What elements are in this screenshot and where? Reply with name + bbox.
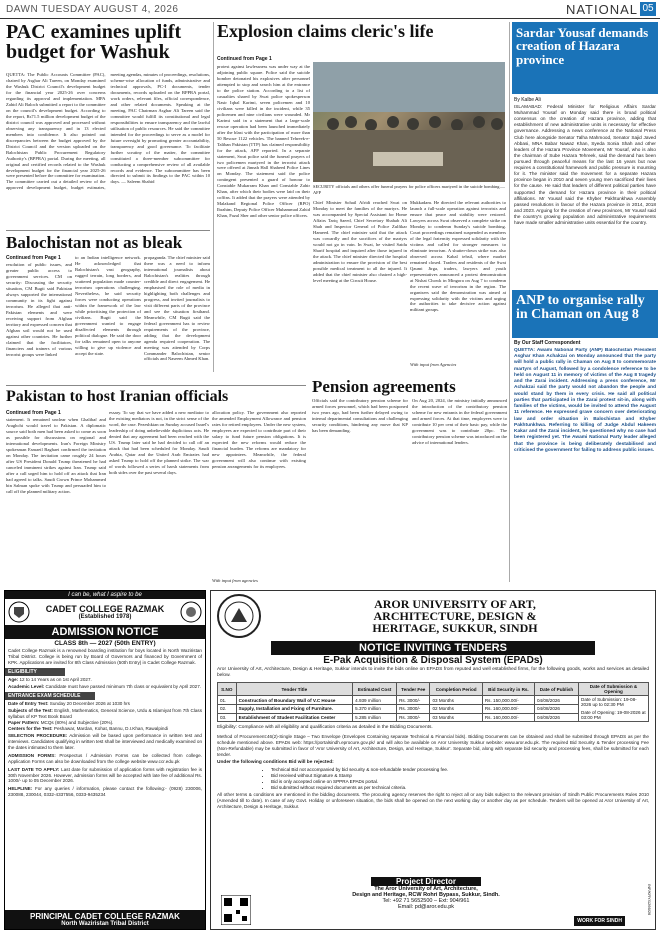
continued-label: Continued from Page 1 — [6, 255, 61, 261]
table-cell-fee: Rs. 3000/- — [397, 705, 430, 714]
pension-col1: Officials said the contributory pension scheme for armed forces personnel, which had been postponed two years ago, had been further delayed owing to internal departmental consultations and challenging security conditions, hindering any move that KP has been demanding. — [312, 398, 408, 433]
continued-label: Continued from Page 1 — [217, 56, 272, 62]
rejection-heading: Under the following conditions Bid will be rejected: — [217, 759, 334, 765]
pakistan-credit: With input from agencies — [212, 578, 258, 583]
section-rule — [6, 385, 306, 386]
aror-name-line3: HERITAGE, SUKKUR, SINDH — [372, 621, 538, 636]
table-cell-fee: Rs. 3000/- — [397, 713, 430, 722]
age-value: 12 to 14 Years as on 1st April 2027. — [19, 676, 92, 682]
tender-table-header — [218, 683, 649, 696]
cadet-name: CADET COLLEGE RAZMAK — [45, 604, 165, 614]
table-cell-title: Establishment of Student Facilitation Center — [236, 713, 353, 722]
cadet-tagline: I can be, what I aspire to be — [5, 591, 205, 599]
principal-district: North Waziristan Tribal District — [61, 921, 149, 927]
aror-tender-ad — [210, 590, 656, 930]
pakistan-col3: allocation policy. The government also reported the amended Employment Allowance and pension rates for retired employees. Under the new system, employees are expected to contribute part of their salary to fund future pension obligations. It is expected the new reforms would reduce the financial burden. The reforms are mandatory for new appointees. Meanwhile, the federal government will also continue with existing pension arrangements for its employees. — [212, 410, 306, 469]
principal-title: PRINCIPAL CADET COLLEGE RAZMAK — [30, 912, 180, 921]
forms-label: ADMISSION FORMS: — [8, 752, 56, 758]
submission-date: Date of Submission: 19-08-2026 up to 02:30 PM — [581, 697, 637, 708]
sardar-body: ISLAMABAD: Federal Minister for Religious Affairs Sardar Muhammad Yousaf on Monday said there is broad political consensus on the creation of Hazara province, adding that establishment of new administrative units is necessary for effective governance. Addressing a news conference at the National Press Club here alongside Senator Talha Mahmood, Senator Sajid Javed Abbasi, MNA Babar Nawaz Khan, Syeda Sonia Shah and other leaders of the Hazara Province Movement, Mr Yousaf, who is also the chairman of Sube Hazara Tehreek, said the demand has been pursued through peaceful means for the last 16 years but now requires a constitutional framework and public pressure is mounting for it. The minister said the movement for a separate Hazara province began in 2010 and seven young men sacrificed their lives for the cause. He said that leaders of different political parties have supported the demand for Hazara province in their political affiliations. Mr Yousaf said the Khyber Pakhtunkhwa Assembly passed resolutions in favour of the Hazara province in 2014, 2018 and 2023. Arguing for the creation of new provinces, Mr Yousaf said the country's growing population and administrative requirements have made smaller administrative units essential for the country. — [514, 104, 656, 226]
rejection-condition: • Technical Bid not accompanied by bid security & non-refundable tender processing fee. — [271, 767, 655, 773]
explosion-col2: Chief Minister Sohail Afridi reached Swat on Monday to meet the families of the martyrs. He was accompanied by Special Assistant for Home Affairs Tariq Saeed, Chief Secretary Shahab Ali Shah and Inspector General of Police Zulfikar Hameed. The chief minister said that the attack was cowardly and the sacrifices of the martyrs would not go in vain. In Swat, he visited Saidu Sharif hospital and inquired after those injured in the attack. The chief minister directed the hospital administration to ensure the provision of the best possible medical treatment to all the injured. It added that the chief minister also chaired a high-level meeting at the Circuit House. — [313, 200, 407, 283]
table-cell-publish: 04/08/2026 — [535, 713, 579, 722]
qr-code-icon — [221, 895, 251, 925]
eligibility-heading: ELIGIBILITY — [5, 668, 65, 676]
funeral-photo-image — [313, 62, 505, 182]
tender-intro: Aror University of Art, Architecture, Design & Heritage, Sukkur intends to invite the bids online on EPADS from reputed and well established firms, for the following goods, works and services as detailed below. — [217, 667, 649, 679]
explosion-col1: protest against lawlessness was under way at the adjoining public square. Police said the suicide bomber detonated his explosives after personnel attempted to stop and search him at the entrance to the police station. According to a list of casualties shared by Swat police spokesperson Nasir Iqbal Karimi, seven policemen and 10 civilians were killed in the incident, while 35 policemen and nine civilians were wounded. Mr Karimi said in a statement that a large-scale rescue operation had been launched immediately after the blast with the participation of more than 50 Rescue 1122 vehicles. The banned Tehreek-e-Taliban Pakistan (TTP) has claimed responsibility for the attack, AFP reported. In a separate statement, Swat police said the funeral prayers of two policemen martyred in the terrorist attack were offered at Jinnah Hall Shaheed Police Lines on Monday. The statement said the police contingent presented a guard of honour to Constable Mukarram Khan and Constable Zahir Khan, after which their bodies were laid on their coffins. It added that the prayers were attended by Malakand Regional Police Officer (RPO) Ibrahim, Deputy Police Officer Muhammad Zahid Khan, Fazal Sher and other senior police officers. — [217, 64, 310, 219]
table-cell-publish: 04/08/2026 — [535, 696, 579, 705]
last-date-value: Last date for submission of application forms with registration fee is 30th November 2026. However, admission forms will be accepted with late fee of additional Rs. 1000/- up to 05 December 2026. — [8, 766, 202, 784]
eligibility-note: Eligibility: Compliance with all eligibility and qualification criteria as detailed in the Bidding Documents. — [217, 725, 433, 731]
table-cell-security: Rs. 160,000.00/- — [482, 705, 534, 714]
admission-notice-title: ADMISSION NOTICE — [5, 625, 205, 639]
tender-notice-title: NOTICE INVITING TENDERS — [271, 641, 595, 655]
section-rule — [6, 230, 210, 231]
table-cell-cost: 4.939 million — [353, 696, 397, 705]
anp-byline: By Our Staff Correspondent — [514, 340, 581, 346]
age-label: Age: — [8, 676, 19, 682]
pd-email: Email: pd@aror.edu.pk — [397, 904, 455, 910]
table-cell-no: 03. — [218, 713, 237, 722]
explosion-col3: Mukkadam. He directed the relevant authorities to launch a full-scale operation against terrorists and ensure that peace and stability were restored. Lawyers across Swat observed a complete strike on Monday to condemn Sunday's suicide bombing. Court proceedings remained suspended as members of the legal fraternity expressed solidarity with the victims and called for stronger measures to eliminate terrorism. A shutter-down strike was also observed across Kabal tehsil, where market remained closed. Traders and residents of the Swat Qaumi Jirga, traders, lawyers and youth representatives announced a protest demonstration at Nishat Chowk in Mingora on Aug 7 to condemn the recent wave of terrorism in the region. The organisers said the demonstration was aimed at expressing solidarity with the victims and urging the authorities to take decisive action against militant groups. — [410, 200, 506, 313]
procurement-method: Method of Procurement:46(2)-Single Stage – Two Envelope (Envelopes Containing separate Technical & Financial bids). Bidding Documents can be obtained and shall be submitted through EPADS as per the schedule mentioned above. EPADs web: https://portalsindh.eprocure.gov.pk/ and will also be available on Aror University Sukkur website: www.aror.edu.pk. The required Bid Security & Tender processing Fee (Non-Refundable) may be submitted in favor of 'Aror University of Art, Architecture, Design, and Heritage, Sukkur'. Separate bid, along with separate bid security and processing fees, shall be submitted for each tender. — [217, 733, 649, 757]
academic-value: Candidate must have passed minimum 7th class or equivalent by April 2027. — [45, 683, 202, 689]
table-cell-cost: 5.370 million — [353, 705, 397, 714]
aror-name-line1: AROR UNIVERSITY OF ART, — [374, 596, 536, 611]
date-value: Sunday 20 December 2026 at 1030 hrs — [49, 700, 130, 706]
project-director-title: Project Director — [371, 877, 481, 886]
explosion-headline: Explosion claims cleric's life — [217, 21, 434, 41]
selection-value: Admission will be based upon performance in written test and interviews. Candidates qualifying in written test shall be interviewed and medically examined on the dates intimated to them later. — [8, 732, 202, 750]
pension-headline: Pension agreements — [312, 377, 456, 396]
exam-schedule-heading: ENTRANCE EXAM SCHEDULE — [5, 692, 95, 700]
table-header-cell: Tender Fee — [397, 683, 430, 696]
pac-body: QUETTA: The Public Accounts Committee (PAC), chaired by Asghar Ali Tareen, on Monday examined the Washuk District Council's development budget for the financial year 2025-26 over concerns regarding its approval and implementation. MPA Zahid Ali Baloch submitted a report to the committee on the council's development budget. According to the report, Rs71.5 million development budget of the district council was approved and processed without observing any transparency and in 13 elected members into confidence. It also pointed out discrepancies between the budget approved by the District Council and the version uploaded on the Balochistan Public Procurement Regulatory Authority's (BPPRA) portal. During the meeting, all original and certified records related to the Washuk development budget for the financial year 2025-26 were presented before the committee for examination. The committee carried out a detailed review of the approved development budget, budget estimates, meeting agendas, minutes of proceedings, resolutions, scheme-wise allocation of funds, administrative and technical approvals, PC-I documents, tender documents, records uploaded on the BPPRA portal, work orders, relevant files, official correspondence, and other related documents. Speaking at the meeting, PAC Chairman Asghar Ali Tareen said the committee would fulfill its constitutional and legal responsibilities to ensure transparency and the lawful utilisation of public resources. He said the committee intended for the proceedings to serve as a model for future oversight by promoting greater accountability, transparency and good governance. To facilitate further scrutiny of the matter, the committee constituted a three-member subcommittee for conducting a comprehensive review of all available records and evidence. The subcommittee has been directed to submit its findings to the PAC within 10 days. — Saleem Shahid — [6, 72, 210, 191]
cadet-college-ad — [4, 590, 206, 930]
anp-headline: ANP to organise rally in Chaman on Aug 8 — [512, 290, 658, 338]
anp-body: QUETTA: Awami National Party (ANP) Balochistan President Asghar Khan Achakzai on Monday announced that the party will hold a public rally in Chaman on Aug 8 to commemorate martyrs of August, followed by a condolence reference to be held on August 11 in memory of victims of the Aug 8 tragedy and the Zarai incident. Addressing a press conference, Mr Achakzai said the party would not abandon the people and would stand by them in every crisis. He said all political parties that participated in the Zarai protest sit-in, along with families of the victims, would be invited to attend the August 11 reference. He expressed grave concern over deteriorating law and order situation in Balochistan and Khyber Pakhtunkhwa. Referring to killing of Judge Abdul Hakeem Kakar and the Zarai incident, he questioned why no case had been registered yet. The Awami National Party leader alleged that the province is being deliberately destabilised and criticised the government for failing to address public issues. — [514, 348, 656, 453]
rejection-condition: • Bid is only accepted online on SPPRA EPADs portal. — [271, 779, 655, 785]
sardar-headline: Sardar Yousaf demands creation of Hazara province — [512, 22, 658, 94]
balochistan-col2: to an Indian intelligence network. He acknowledged that Balochistan's vast geography, rugged terrain, long borders, and scattered population made counter-terrorism operations challenging. Nevertheless, he said security forces were conducting operations within the framework of the law while prioritising the protection of civilians. Bugti said the government wanted to engage disaffected elements through political dialogue. He said the door for talks remained open to anyone willing to give up violence and accept the state. — [75, 255, 141, 356]
opening-date: Date of Opening: 19-08-2026 at 03:00 PM — [581, 710, 646, 721]
table-row — [218, 696, 649, 705]
cadet-logo-icon — [180, 601, 202, 623]
table-cell-no: 01. — [218, 696, 237, 705]
helpline-value: For any queries / information, please contact the following:- (0928) 230006, 230088, 230044, 0332-4337556, 0333-9435234 — [8, 786, 203, 798]
table-cell-title: Supply, Installation and Fixing of Furniture. — [236, 705, 353, 714]
table-cell-security: Rs. 150,000.00/- — [482, 696, 534, 705]
tender-table — [217, 682, 649, 722]
header-date: DAWN TUESDAY AUGUST 4, 2026 — [6, 4, 179, 15]
column-divider — [213, 22, 214, 372]
pakistan-col2: essary. To say that we have added a new mediator to the existing mediators is not, in the strict sense of the word, the case. Pezeshkian on Sunday accused Israel's leadership of doing unbelievable duplicitous acts. He denied that any agreement had been reached with the US. Trump later said he had decided to call off an attack that had been scheduled for Monday. Saudi Arabia, Qatar and the United Arab Emirates had asked Trump to hold off the planned strike. The war of words followed a series of harsh statements from both sides over the past several days. — [109, 410, 209, 475]
helpline-label: HELPLINE: — [8, 786, 33, 792]
work-for-sindh-badge: WORK FOR SINDH — [574, 916, 625, 926]
pd-phone: Tel: +92 71 5652500 – Ext: 904/961 — [382, 898, 470, 904]
subjects-value: English, Mathematics, General Science, Urdu & Islamiyat from 7th Class syllabus of KP Text Book Board — [8, 707, 202, 719]
table-header-cell: Tender Title — [236, 683, 353, 696]
ad-code: INF/KRY/1266/26 — [647, 883, 652, 915]
pd-line2: Design and Heritage, RCW Rohri Bypass, Sukkur, Sindh. — [352, 892, 500, 898]
balochistan-headline: Balochistan not as bleak — [6, 233, 183, 252]
date-label: Date of Entry Test: — [8, 700, 49, 706]
centres-value: Peshawar, Mardan, Kohat, Bannu, D.I.Khan, Rawalpindi — [53, 725, 169, 731]
table-cell-cost: 5.285 million — [353, 713, 397, 722]
pac-headline: PAC examines uplift budget for Washuk — [6, 21, 182, 64]
page-number: 05 — [640, 2, 656, 16]
pension-col2: On Aug 20, 2024, the ministry initially announced the introduction of the contributory pension scheme for new entrants in the federal government and armed forces. At that time, employees were to contribute 10 per cent of their basic pay, while the government was to contribute 20pc. The contributory pension scheme was introduced on the advice of international lenders. — [412, 398, 507, 445]
pd-line1: The Aror University of Art, Architecture, — [374, 886, 478, 892]
epads-title: E-Pak Acquisition & Disposal System (EPADs) — [323, 655, 543, 666]
rejection-conditions — [211, 767, 655, 791]
pakistan-headline: Pakistan to host Iranian officials — [6, 388, 229, 405]
rejection-condition: • Bid submitted without required documents as per technical criteria. — [271, 785, 655, 791]
admission-class: CLASS 8th — 2027 (50th ENTRY) — [54, 640, 156, 647]
table-cell-security: Rs. 160,000.00/- — [482, 713, 534, 722]
table-header-cell: Date of Publish — [535, 683, 579, 696]
paper-label: Paper Pattern: — [8, 719, 40, 725]
table-header-cell: Bid Security in Rs. — [482, 683, 534, 696]
selection-label: SELECTION PROCEDURE: — [8, 732, 68, 738]
submission-opening-cell — [579, 696, 649, 722]
table-cell-fee: Rs. 3000/- — [397, 696, 430, 705]
last-date-label: LAST DATE TO APPLY: — [8, 766, 60, 772]
table-cell-period: 02 Months — [430, 705, 482, 714]
table-cell-title: Construction of Boundary Wall of V.C House — [236, 696, 353, 705]
funeral-photo — [313, 62, 505, 182]
table-header-cell: Completion Period — [430, 683, 482, 696]
centres-label: Centers for the Test: — [8, 725, 53, 731]
terms-text: All other terms & conditions are mentioned in the bidding documents. The procuring agency reserves the right to reject all or any bids subject to the relevant provision of Sindh Public Procurements Rules 2010 (Amended till to date). In case of any Govt. Holiday or unforeseen situation, the bids shall be opened on the next working day or another day as per schedule. Tenders will be opened at Aror University of Art, Architecture, Design & Heritage, Sukkur. — [217, 791, 649, 809]
table-header-cell: S.NO — [218, 683, 237, 696]
academic-label: Academic Level: — [8, 683, 45, 689]
balochistan-col1: resolution of public issues, and greater public access to government services. CM on security: Discussing the security situation, CM Bugti said Pakistan always supported the international community in its fight against terrorism. He alleged that anti-Pakistan elements and were receiving support from Afghan territory and expressed concern that Afghan soil would not be used against other countries. He further claimed that the facilitators, financiers and trainers of various terrorist groups were linked — [6, 262, 72, 357]
table-cell-period: 03 Months — [430, 696, 482, 705]
forms-value: Prospectus / Admission Forms can be collected from college. Application Forms can also be downloaded from the college website www.ccr.edu.pk — [8, 752, 202, 764]
explosion-credit: With input from Agencies — [410, 362, 457, 367]
section-title: NATIONAL — [565, 2, 638, 17]
header-rule — [0, 18, 660, 19]
table-cell-period: 03 Months — [430, 713, 482, 722]
pakistan-col1: statement. It remained unclear when Ghalibaf and Araghchi would travel to Pakistan. A diplomatic source said both men had been asked to come as soon as possible for discussions on regional and international developments. Iran's Foreign Ministry spokesman Esmaeil Baghaei confirmed the invitation on Monday. The invitation came roughly 24 hours after US President Donald Trump threatened he had canceled imminent strikes against Iran. Trump said after a call urged him to hold off an attack that Iran had agreed to talks. Saudi Crown Prince Mohammed bin Salman spoke with Trump and persuaded him to call off the planned military action. — [6, 417, 106, 494]
column-divider — [509, 22, 510, 582]
rejection-condition: • Bid received without Signature & Stamp — [271, 773, 655, 779]
balochistan-col3: propaganda. The chief minister said there was a need to inform international journalists about Balochistan's realities through credible and direct engagement. He emphasised the role of media in highlighting both challenges and progress, and invited journalists to visit different parts of the province and see the situation firsthand. Meanwhile, CM Bugti said the federal government has to review requirements of the province, adding that the development agenda required cooperation. The meeting was attended by Corps Commander Balochistan, senior officials and Naseem Ahmed Khan. — [144, 255, 210, 362]
table-cell-no: 02. — [218, 705, 237, 714]
cadet-crest-icon — [8, 601, 30, 623]
cadet-established: (Established 1978) — [78, 614, 132, 620]
table-header-cell: Date of Submission & Opening — [579, 683, 649, 696]
cadet-intro: Cadet College Razmak is a renowned boarding institution for boys located in North Waziristan Tribal District. College is being run by Board of Governors and financed by Government of KPK. Applications are invited for 8th Class Admission (50th Entry) in Cadet College Razmak. — [8, 648, 202, 665]
aror-name-line2: ARCHITECTURE, DESIGN & — [373, 608, 537, 623]
sardar-byline: By Kalbe Ali — [514, 97, 541, 103]
table-header-cell: Estimated Cost — [353, 683, 397, 696]
photo-caption: SECURITY officials and others offer funeral prayers for police officers martyred in the suicide bombing.—AFP — [313, 184, 505, 195]
continued-label: Continued from Page 1 — [6, 410, 61, 416]
table-cell-publish: 04/08/2026 — [535, 705, 579, 714]
aror-university-logo-icon — [217, 594, 261, 638]
subjects-label: Subjects of the Test: — [8, 707, 53, 713]
paper-value: MCQs (80%) and Subjective (20%). — [40, 719, 114, 725]
